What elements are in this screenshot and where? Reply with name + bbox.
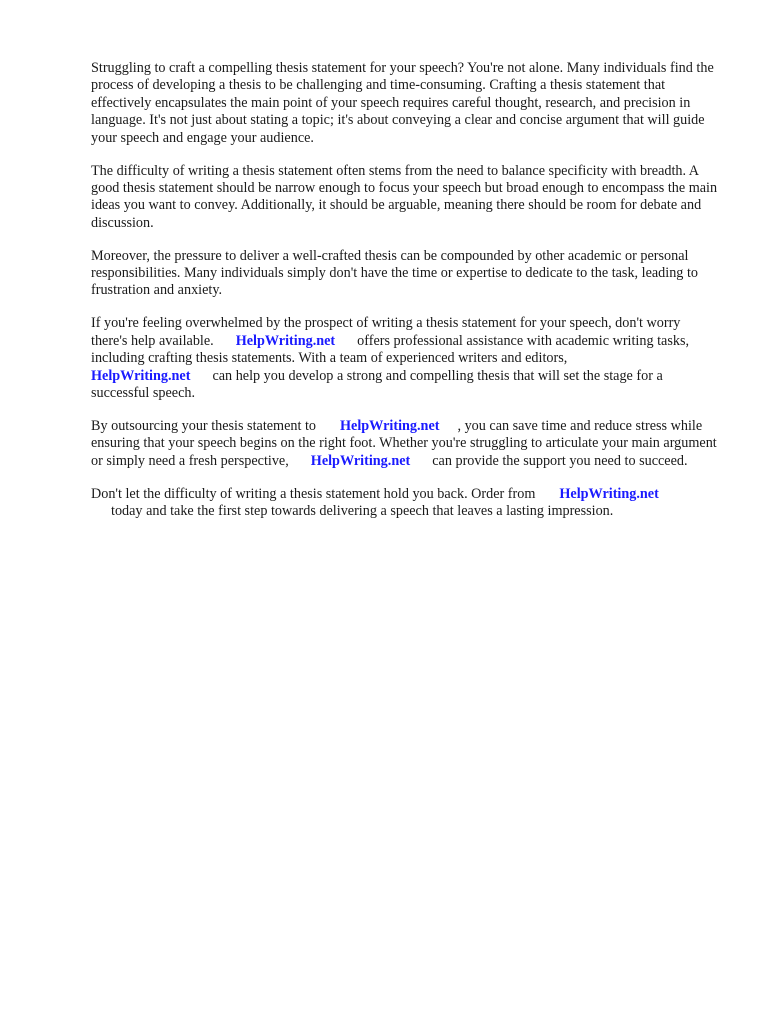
helpwriting-link-2[interactable]: HelpWriting.net [91,367,191,384]
paragraph-4-text-d: can help you develop a strong and compelling thesis that will set the stage for a successful speech. [91,367,663,401]
paragraph-4 [91,315,721,402]
helpwriting-link-4[interactable]: HelpWriting.net [310,452,411,469]
paragraph-2-text: The difficulty of writing a thesis statement often stems from the need to balance specificity with breadth. A good thesis statement should be narrow enough to focus your speech but broad enough to encompass the main ideas you want to convey. Additionally, it should be arguable, meaning there should be room for debate and discussion. [91,162,718,231]
paragraph-2 [91,163,721,233]
paragraph-5-text-b: , you can save time and reduce stress while ensuring that your speech begins on the right foot. Whether you're struggling to articulate your main argument or simply need a fresh perspective, [91,417,717,469]
paragraph-5-text-a: By outsourcing your thesis statement to [91,417,317,434]
paragraph-3-text: Moreover, the pressure to deliver a well-crafted thesis can be compounded by other academic or personal responsibilities. Many individuals simply don't have the time or expertise to dedicate to the task, leading to frustration and anxiety. [91,247,698,299]
paragraph-1 [91,60,721,147]
paragraph-4-text-a: If you're feeling overwhelmed by the prospect of writing a thesis statement for your speech, don't worry [91,315,681,332]
paragraph-5-text-c: can provide the support you need to succeed. [432,452,688,469]
paragraph-5 [91,418,721,470]
paragraph-6 [91,486,721,521]
paragraph-6-text-a: Don't let the difficulty of writing a thesis statement hold you back. Order from [91,485,536,502]
helpwriting-link-3[interactable]: HelpWriting.net [340,417,440,434]
document-body [91,60,721,536]
paragraph-1-text: Struggling to craft a compelling thesis statement for your speech? You're not alone. Many individuals find the process of developing a thesis to be challenging and time-consuming. Crafting a thesis statement that effectively encapsulates the main point of your speech requires careful thought, research, and precision in language. It's not just about stating a topic; it's about conveying a clear and concise argument that will guide your speech and engage your audience. [91,60,714,146]
paragraph-6-text-b: today and take the first step towards delivering a speech that leaves a lasting impression. [111,503,614,520]
helpwriting-link-1[interactable]: HelpWriting.net [235,332,336,349]
paragraph-3 [91,248,721,300]
paragraph-4-text-c: offers professional assistance with academic writing tasks, including crafting thesis statements. With a team of experienced writers and editors, [91,332,690,367]
paragraph-4-text-b: there's help available. [91,332,214,349]
helpwriting-link-5[interactable]: HelpWriting.net [559,485,659,502]
